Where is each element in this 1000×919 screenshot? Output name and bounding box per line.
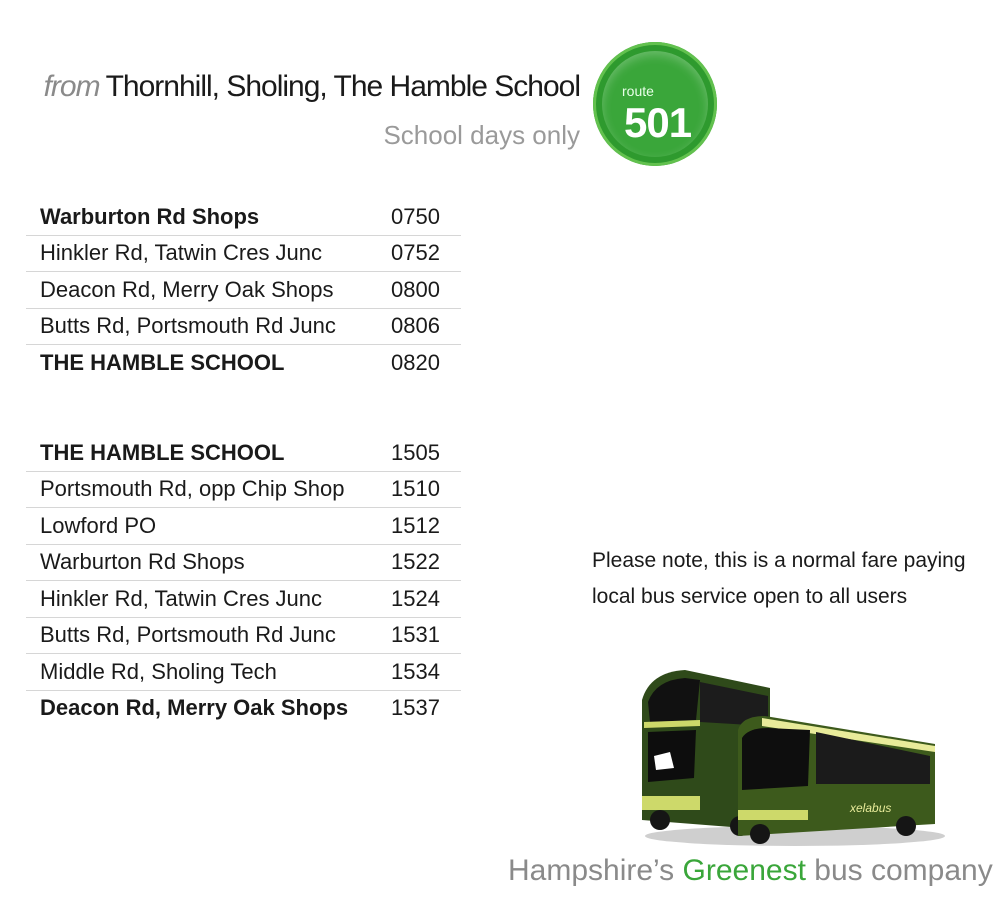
route-badge [593, 42, 717, 166]
departure-time: 1510 [391, 471, 461, 508]
table-row [26, 654, 461, 691]
stop-name: Middle Rd, Sholing Tech [26, 654, 391, 691]
stop-name: Butts Rd, Portsmouth Rd Junc [26, 617, 391, 654]
service-days: School days only [383, 120, 580, 150]
stop-name: Lowford PO [26, 508, 391, 545]
tagline-part1: Hampshire’s [508, 854, 683, 887]
table-row [26, 199, 461, 235]
stop-name: Warburton Rd Shops [26, 199, 391, 235]
morning-timetable [26, 199, 461, 381]
table-row [26, 272, 461, 309]
route-badge-inner [602, 51, 708, 157]
departure-time: 1537 [391, 695, 440, 721]
route-number: 501 [624, 99, 692, 146]
table-row [26, 345, 461, 381]
table-row [26, 508, 461, 545]
company-tagline [508, 854, 993, 888]
route-heading [44, 70, 580, 104]
stop-name: Warburton Rd Shops [26, 544, 391, 581]
table-row [26, 235, 461, 272]
departure-time: 0820 [391, 349, 440, 375]
table-row [26, 435, 461, 471]
stop-name: Deacon Rd, Merry Oak Shops [26, 272, 391, 309]
route-description: Thornhill, Sholing, The Hamble School [105, 70, 580, 103]
departure-time: 1505 [391, 435, 461, 471]
table-row [26, 690, 461, 726]
stop-name: Hinkler Rd, Tatwin Cres Junc [26, 235, 391, 272]
stop-name: THE HAMBLE SCHOOL [26, 435, 391, 471]
departure-time: 1534 [391, 654, 461, 691]
tagline-highlight: Greenest [682, 854, 806, 887]
departure-time: 1524 [391, 581, 461, 618]
departure-time: 0800 [391, 272, 461, 309]
buses-illustration [630, 660, 950, 850]
departure-time: 0750 [391, 199, 461, 235]
stop-name: Deacon Rd, Merry Oak Shops [40, 695, 349, 721]
departure-time: 0752 [391, 235, 461, 272]
table-row [26, 308, 461, 345]
table-row [26, 544, 461, 581]
fare-note [592, 543, 992, 615]
fare-note-line1: Please note, this is a normal fare paying [592, 549, 966, 572]
table-row [26, 581, 461, 618]
departure-time: 1522 [391, 544, 461, 581]
departure-time: 1512 [391, 508, 461, 545]
departure-time: 0806 [391, 308, 461, 345]
table-row [26, 471, 461, 508]
from-label: from [43, 70, 100, 103]
bus-livery-logo: xelabus [850, 801, 892, 815]
tagline-part2: bus company [805, 854, 993, 887]
departure-time: 1531 [391, 617, 461, 654]
afternoon-timetable [26, 435, 461, 726]
single-decker-bus [738, 716, 935, 844]
route-label: route [622, 83, 654, 99]
stop-name: Portsmouth Rd, opp Chip Shop [26, 471, 391, 508]
table-row [26, 617, 461, 654]
stop-name: Butts Rd, Portsmouth Rd Junc [26, 308, 391, 345]
stop-name: Hinkler Rd, Tatwin Cres Junc [26, 581, 391, 618]
fare-note-line2: local bus service open to all users [592, 585, 908, 608]
stop-name: THE HAMBLE SCHOOL [40, 349, 285, 375]
